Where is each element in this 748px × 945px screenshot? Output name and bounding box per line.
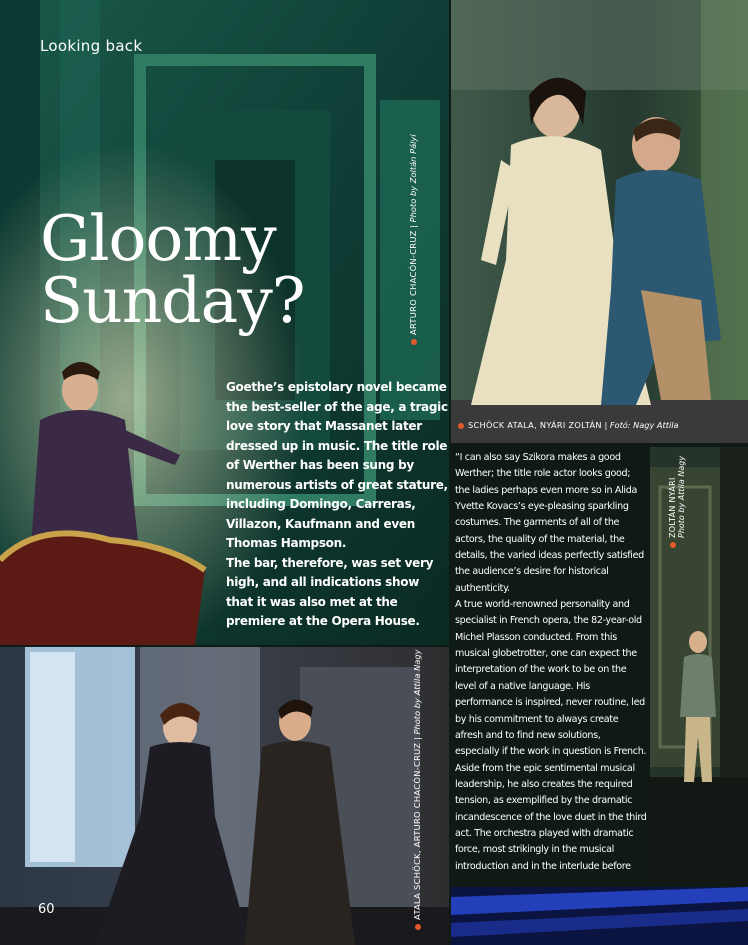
caption-bullet-icon bbox=[415, 924, 421, 930]
body-text-1: “I can also say Szikora makes a good Werther; the title role actor looks good; the ladies perhaps even more so in Alida Yvette Kovacs’s eye-pleasing sparkling costumes. The garments of all of the actors, the quality of the material, the details, the varied ideas perfectly satisfied the audience’s desire for historical authenticity. bbox=[455, 452, 644, 594]
caption-bullet-icon bbox=[458, 423, 464, 429]
stage-photo-nyari bbox=[650, 447, 748, 885]
photo-caption-3 bbox=[668, 456, 686, 548]
page-number: 60 bbox=[38, 902, 55, 917]
caption-names: ATALA SCHÖCK, ARTURO CHACÓN-CRUZ bbox=[412, 742, 422, 920]
body-column bbox=[455, 450, 647, 875]
headline bbox=[40, 202, 305, 337]
caption-credit: Photo by Attila Nagy bbox=[677, 455, 686, 538]
stage-photo-blue-strip bbox=[451, 887, 748, 945]
headline-line-1: Gloomy bbox=[40, 202, 276, 275]
photo-caption-4 bbox=[412, 649, 422, 930]
body-text-2: A true world-renowned personality and specialist in French opera, the 82-year-old Michel Plasson conducted. From this musical globetrotter, one can expect the interpretation of the work to be on the level of a native language. His performance is inspired, never routine, led by his commitment to always create afresh and to find new solutions, especially if the work in question is French. Aside from the epic sentimental musical leadership, he also creates the required tension, as exemplified by the dramatic incandescence of the love duet in the third act. The orchestra played with dramatic force, most strikingly in the musical introduction and in the interlude before bbox=[455, 599, 647, 872]
caption-names: ZOLTÁN NYÁRI bbox=[668, 477, 677, 538]
stage-photo-schock-chacon-cruz bbox=[0, 647, 449, 945]
caption-names: SCHÖCK ATALA, NYÁRI ZOLTÁN bbox=[468, 420, 602, 430]
caption-credit: | Fotó: Nagy Attila bbox=[604, 420, 679, 430]
photo-caption-2 bbox=[458, 420, 679, 430]
section-label: Looking back bbox=[40, 37, 143, 55]
headline-line-2: Sunday? bbox=[40, 264, 305, 337]
caption-bullet-icon bbox=[670, 542, 676, 548]
caption-credit: | Photo by Attila Nagy bbox=[412, 649, 422, 740]
photo-caption-1 bbox=[408, 134, 418, 345]
lead-paragraph bbox=[226, 378, 448, 632]
stage-photo-charlotte-werther bbox=[451, 0, 748, 443]
lead-text-1: Goethe’s epistolary novel became the best-seller of the age, a tragic love story that Massanet later dressed up in music. The title role of Werther has been sung by numerous artists of great stature, including Domingo, Carreras, Villazon, Kaufmann and even Thomas Hampson. bbox=[226, 380, 448, 550]
caption-credit: | Photo by Zoltán Pályi bbox=[408, 134, 418, 228]
caption-names: ARTURO CHACÓN-CRUZ bbox=[408, 230, 418, 335]
caption-bullet-icon bbox=[411, 339, 417, 345]
lead-text-2: The bar, therefore, was set very high, and all indications show that it was also met at the premiere at the Opera House. bbox=[226, 555, 434, 628]
